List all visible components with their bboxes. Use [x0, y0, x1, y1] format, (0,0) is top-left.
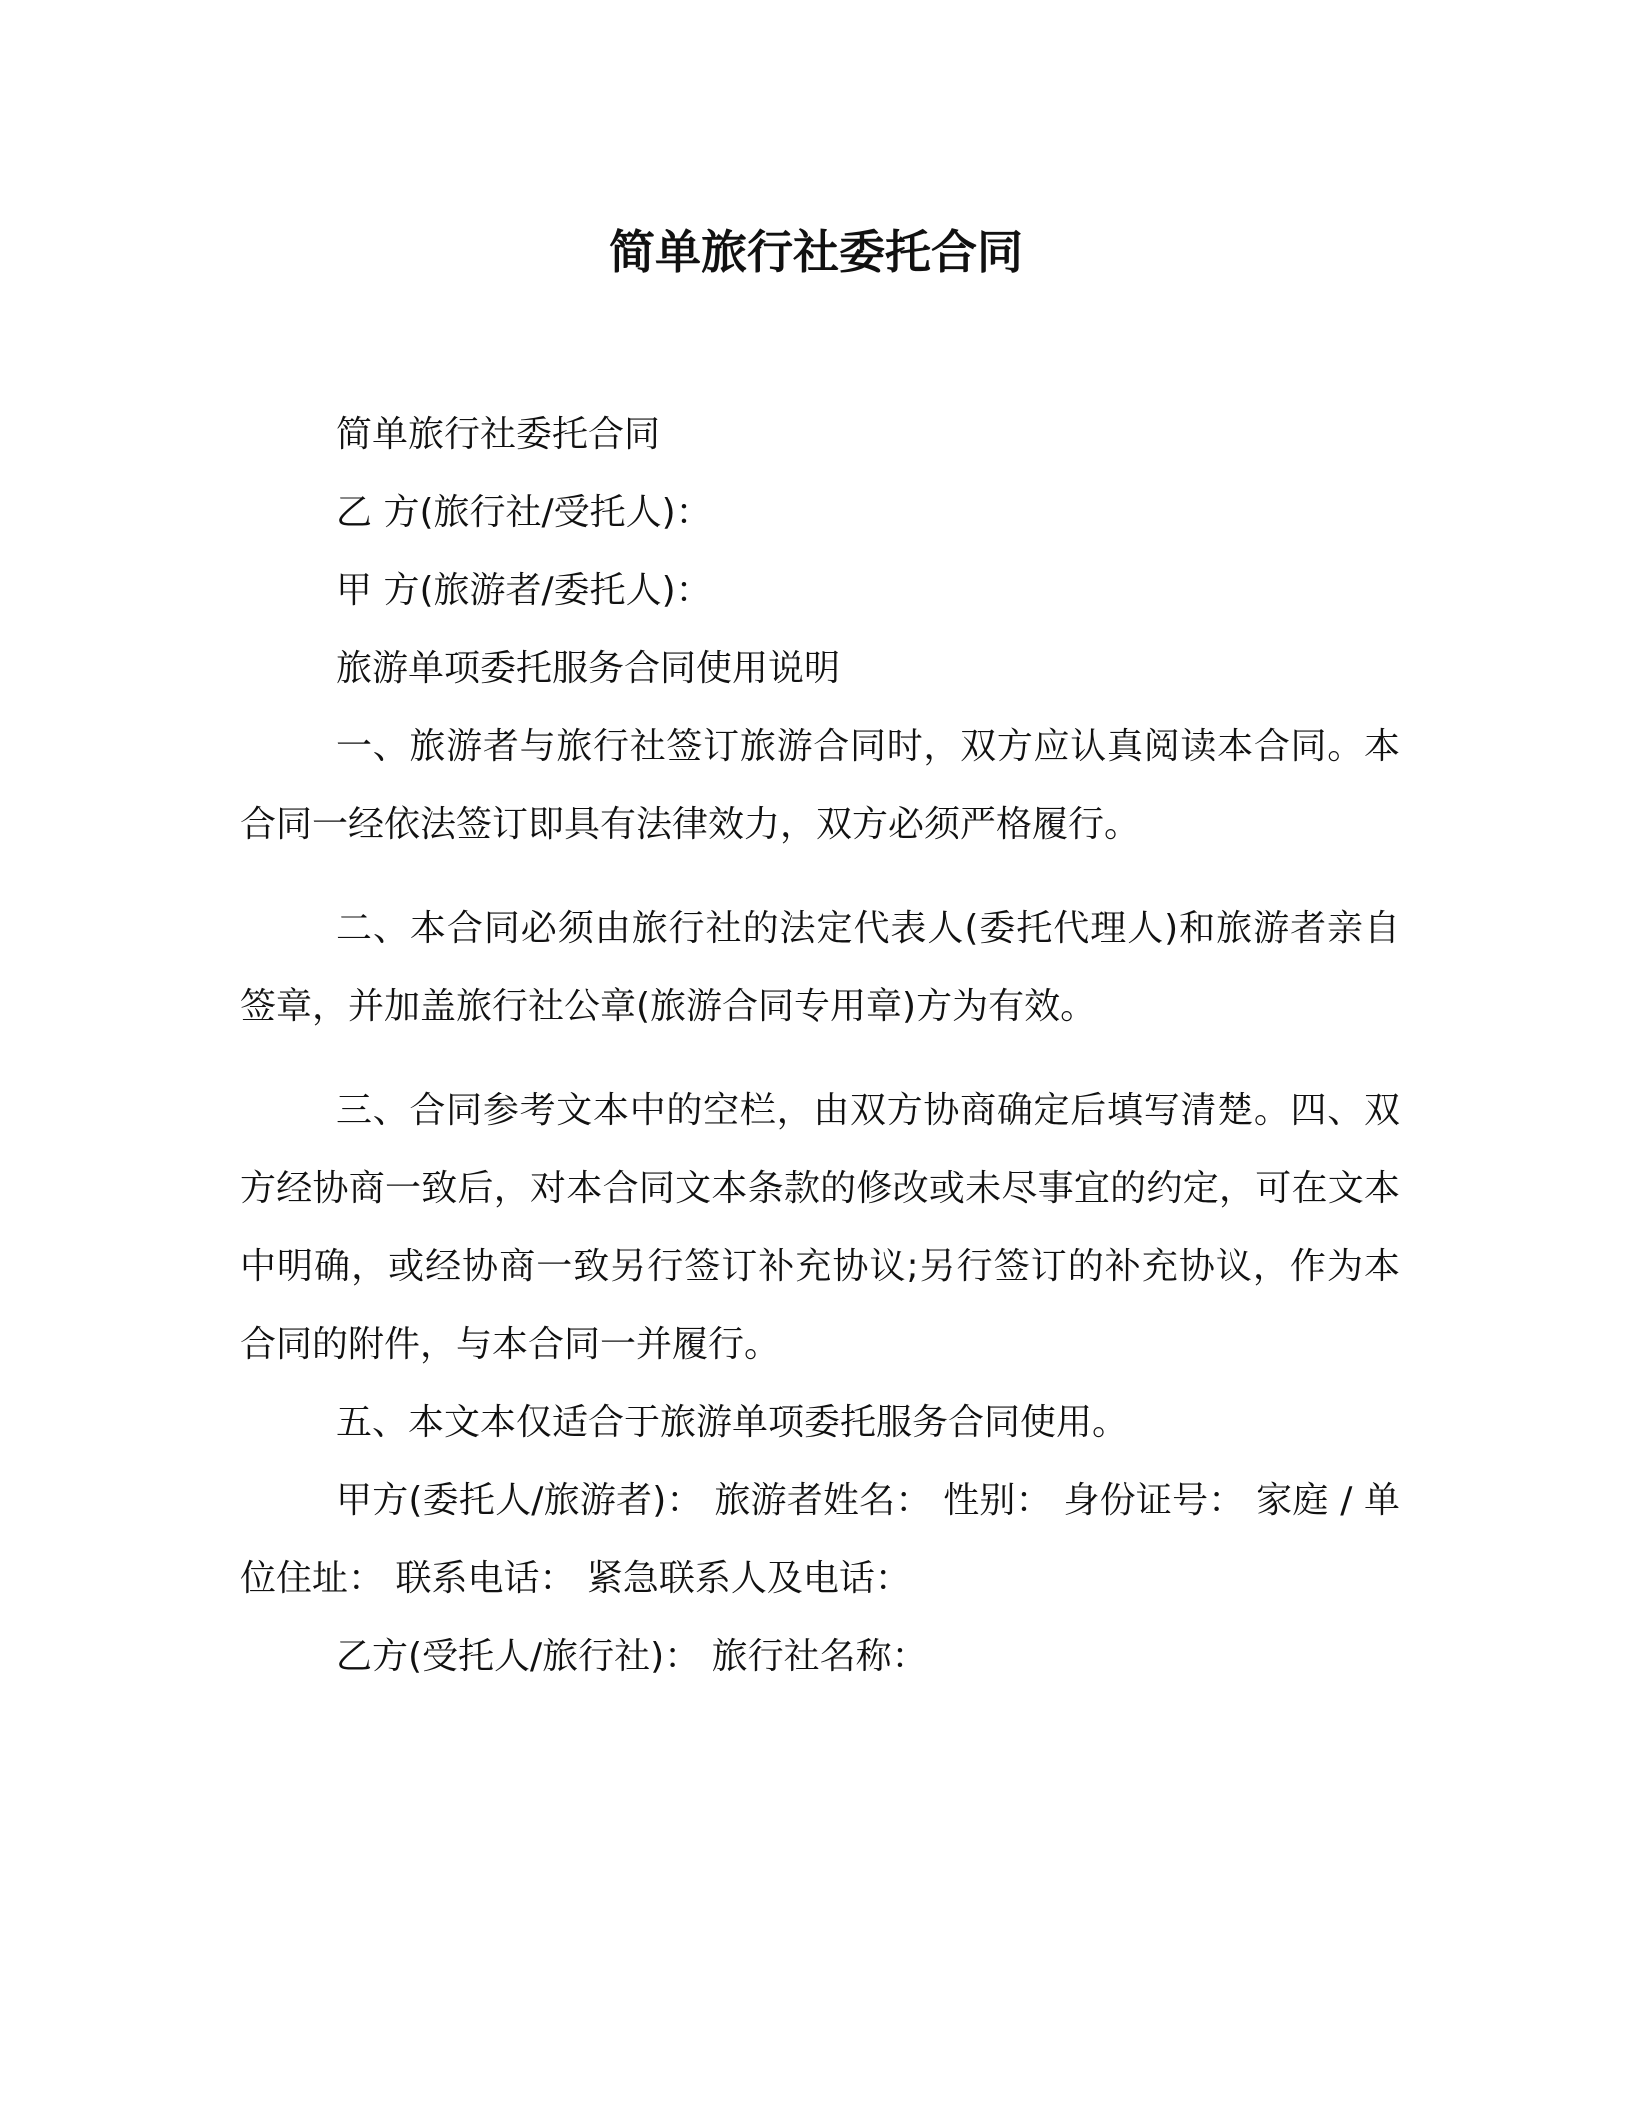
paragraph-usage-heading: 旅游单项委托服务合同使用说明: [336, 648, 841, 689]
paragraph-party-b: 乙 方(旅行社/受托人)：: [336, 492, 712, 533]
document-body: [240, 396, 1400, 1696]
paragraph-clause-1: 一、旅游者与旅行社签订旅游合同时，双方应认真阅读本合同。本合同一经依法签订即具有法律效力，双方必须严格履行。: [240, 726, 1400, 845]
paragraph-party-b-details: 乙方(受托人/旅行社)： 旅行社名称：: [336, 1636, 928, 1677]
document-title: 简单旅行社委托合同: [609, 225, 1023, 279]
paragraph-party-a: 甲 方(旅游者/委托人)：: [336, 570, 712, 611]
paragraph-clause-2: 二、本合同必须由旅行社的法定代表人(委托代理人)和旅游者亲自签章，并加盖旅行社公章(旅游合同专用章)方为有效。: [240, 908, 1400, 1027]
paragraph-clause-3-4: 三、合同参考文本中的空栏，由双方协商确定后填写清楚。四、双方经协商一致后，对本合同文本条款的修改或未尽事宜的约定，可在文本中明确，或经协商一致另行签订补充协议;另行签订的补充协议，作为本合同的附件，与本合同一并履行。: [240, 1090, 1400, 1365]
paragraph-clause-5: 五、本文本仅适合于旅游单项委托服务合同使用。: [336, 1402, 1129, 1443]
paragraph-subtitle: 简单旅行社委托合同: [336, 414, 661, 455]
paragraph-party-a-details: 甲方(委托人/旅游者)： 旅游者姓名： 性别： 身份证号： 家庭 / 单位住址： 联系电话： 紧急联系人及电话：: [240, 1480, 1400, 1599]
